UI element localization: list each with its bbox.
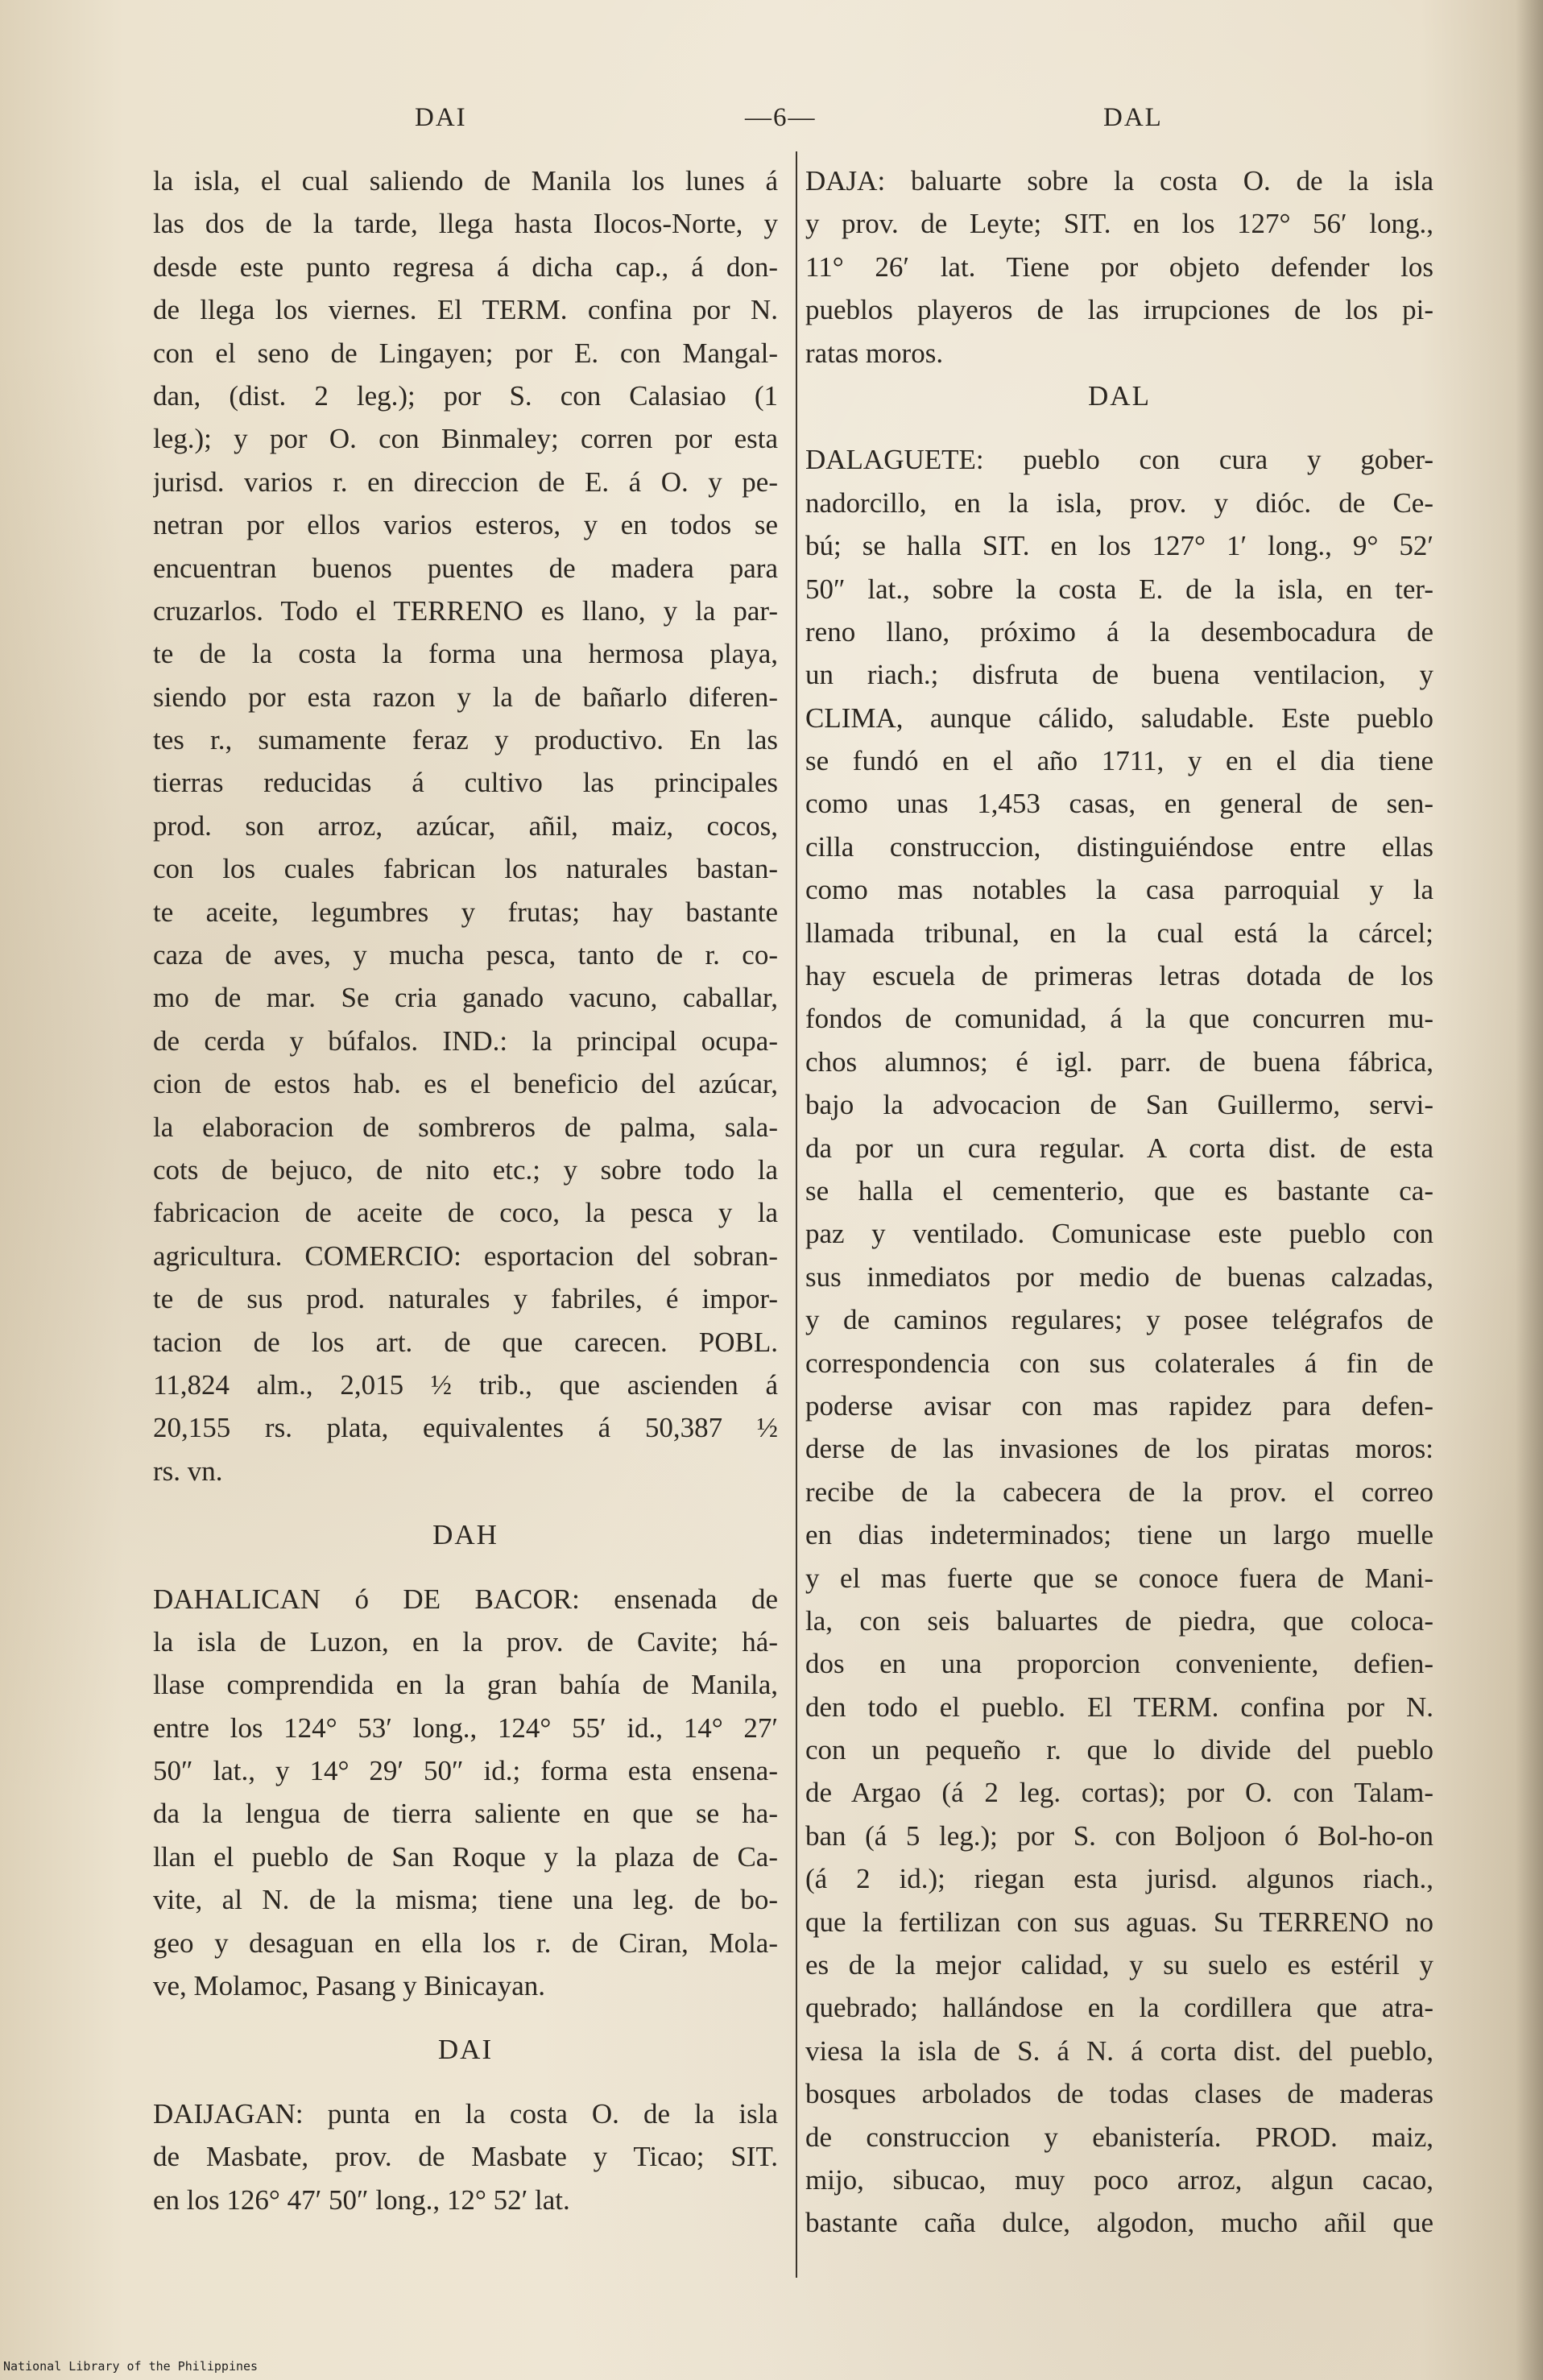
- text-line: siendo por esta razon y la de bañarlo diferen-: [153, 681, 778, 713]
- text-line: es de la mejor calidad, y su suelo es estéril y: [805, 1949, 1433, 1981]
- text-line: fabricacion de aceite de coco, la pesca y la: [153, 1197, 778, 1229]
- section-heading: DAH: [432, 1519, 498, 1551]
- text-line: CLIMA, aunque cálido, saludable. Este pueblo: [805, 702, 1433, 734]
- text-line: en dias indeterminados; tiene un largo muelle: [805, 1519, 1433, 1551]
- spacer: [153, 1492, 778, 1513]
- text-line: ve, Molamoc, Pasang y Binicayan.: [153, 1970, 545, 2002]
- text-line: ratas moros.: [805, 337, 944, 369]
- text-line: te de la costa la forma una hermosa playa,: [153, 638, 778, 670]
- text-line: chos alumnos; é igl. parr. de buena fábrica,: [805, 1045, 1433, 1078]
- page-spine-shadow: [1516, 0, 1543, 2380]
- text-line: ban (á 5 leg.); por S. con Boljoon ó Bol-ho-on: [805, 1819, 1433, 1852]
- text-line: como mas notables la casa parroquial y la: [805, 874, 1433, 906]
- text-line: dan, (dist. 2 leg.); por S. con Calasiao (1: [153, 379, 778, 412]
- text-line: y prov. de Leyte; SIT. en los 127° 56′ long.,: [805, 208, 1433, 240]
- text-line: poderse avisar con mas rapidez para defen-: [805, 1389, 1433, 1422]
- text-line: cruzarlos. Todo el TERRENO es llano, y la par-: [153, 594, 778, 627]
- text-line: de Masbate, prov. de Masbate y Ticao; SIT.: [153, 2141, 778, 2173]
- text-line: agricultura. COMERCIO: esportacion del sobran-: [153, 1240, 778, 1272]
- text-line: llan el pueblo de San Roque y la plaza de Ca-: [153, 1840, 778, 1873]
- text-line: prod. son arroz, azúcar, añil, maiz, cocos,: [153, 809, 778, 842]
- right-column: [805, 159, 1433, 2245]
- text-line: bú; se halla SIT. en los 127° 1′ long., 9° 52′: [805, 530, 1433, 562]
- section-heading: DAL: [1088, 379, 1151, 412]
- spacer: [153, 2007, 778, 2028]
- text-line: llamada tribunal, en la cual está la cárcel;: [805, 917, 1433, 949]
- text-line: tes r., sumamente feraz y productivo. En las: [153, 724, 778, 756]
- text-line: de cerda y búfalos. IND.: la principal ocupa-: [153, 1024, 778, 1057]
- text-line: hay escuela de primeras letras dotada de los: [805, 960, 1433, 992]
- text-line: recibe de la cabecera de la prov. el correo: [805, 1476, 1433, 1508]
- text-line: rs. vn.: [153, 1455, 223, 1487]
- text-line: bajo la advocacion de San Guillermo, servi-: [805, 1089, 1433, 1121]
- text-line: de Argao (á 2 leg. cortas); por O. con Talam-: [805, 1777, 1433, 1809]
- text-line: se fundó en el año 1711, y en el dia tiene: [805, 745, 1433, 777]
- text-line: mijo, sibucao, muy poco arroz, algun cacao,: [805, 2163, 1433, 2196]
- spacer: [153, 2072, 778, 2092]
- text-line: pueblos playeros de las irrupciones de los pi-: [805, 294, 1433, 326]
- text-line: bosques arbolados de todas clases de maderas: [805, 2078, 1433, 2110]
- text-line: en los 126° 47′ 50″ long., 12° 52′ lat.: [153, 2183, 570, 2216]
- text-line: un riach.; disfruta de buena ventilacion, y: [805, 659, 1433, 691]
- text-line: caza de aves, y mucha pesca, tanto de r. co-: [153, 939, 778, 971]
- library-credit: National Library of the Philippines: [3, 2359, 259, 2374]
- text-line: cilla construccion, distinguiéndose entre ellas: [805, 830, 1433, 863]
- text-line: reno llano, próximo á la desembocadura de: [805, 615, 1433, 648]
- text-line: (á 2 id.); riegan esta jurisd. algunos riach.,: [805, 1863, 1433, 1895]
- text-line: entre los 124° 53′ long., 124° 55′ id., 14° 27′: [153, 1712, 778, 1744]
- text-line: tierras reducidas á cultivo las principales: [153, 767, 778, 799]
- text-line: sus inmediatos por medio de buenas calzadas,: [805, 1260, 1433, 1293]
- section-heading: DAI: [437, 2034, 494, 2066]
- header-right: DAL: [1103, 103, 1163, 132]
- text-line: netran por ellos varios esteros, y en todos se: [153, 509, 778, 541]
- running-header: [145, 103, 1450, 151]
- text-line: desde este punto regresa á dicha cap., á don-: [153, 250, 778, 283]
- text-line: se halla el cementerio, que es bastante ca-: [805, 1174, 1433, 1207]
- text-line: que la fertilizan con sus aguas. Su TERRENO no: [805, 1906, 1433, 1938]
- text-line: la isla, el cual saliendo de Manila los lunes á: [153, 165, 778, 197]
- text-line: tacion de los art. de que carecen. POBL.: [153, 1326, 778, 1358]
- text-line: la elaboracion de sombreros de palma, sala-: [153, 1111, 778, 1143]
- text-line: llase comprendida en la gran bahía de Manila,: [153, 1669, 778, 1701]
- text-line: de llega los viernes. El TERM. confina por N.: [153, 294, 778, 326]
- text-line: fondos de comunidad, á la que concurren mu-: [805, 1003, 1433, 1035]
- text-line: nadorcillo, en la isla, prov. y dióc. de Ce-: [805, 486, 1433, 519]
- text-line: encuentran buenos puentes de madera para: [153, 552, 778, 584]
- text-line: y el mas fuerte que se conoce fuera de Mani-: [805, 1562, 1433, 1594]
- text-line: con el seno de Lingayen; por E. con Mangal-: [153, 337, 778, 369]
- text-line: mo de mar. Se cria ganado vacuno, caballar,: [153, 982, 778, 1014]
- text-line: geo y desaguan en ella los r. de Ciran, Mola-: [153, 1927, 778, 1959]
- text-line: 11,824 alm., 2,015 ½ trib., que ascienden á: [153, 1368, 778, 1401]
- text-line: te aceite, legumbres y frutas; hay bastante: [153, 896, 778, 928]
- text-line: con un pequeño r. que lo divide del pueblo: [805, 1734, 1433, 1766]
- text-line: de construccion y ebanistería. PROD. maiz,: [805, 2121, 1433, 2153]
- text-line: DALAGUETE: pueblo con cura y gober-: [805, 444, 1433, 476]
- text-line: viesa la isla de S. á N. á corta dist. del pueblo,: [805, 2034, 1433, 2067]
- text-line: vite, al N. de la misma; tiene una leg. de bo-: [153, 1884, 778, 1916]
- text-line: con los cuales fabrican los naturales bastan-: [153, 853, 778, 885]
- text-line: como unas 1,453 casas, en general de sen-: [805, 788, 1433, 820]
- text-line: DAIJAGAN: punta en la costa O. de la isla: [153, 2097, 778, 2130]
- spacer: [805, 417, 1433, 438]
- text-line: 20,155 rs. plata, equivalentes á 50,387 ½: [153, 1412, 778, 1444]
- page-number: —6—: [745, 103, 817, 132]
- text-line: la isla de Luzon, en la prov. de Cavite; há-: [153, 1625, 778, 1658]
- text-line: la, con seis baluartes de piedra, que coloca-: [805, 1604, 1433, 1637]
- column-divider: [796, 151, 797, 2278]
- spacer: [153, 1557, 778, 1578]
- text-line: jurisd. varios r. en direccion de E. á O. y pe-: [153, 466, 778, 498]
- left-column: [153, 159, 778, 2221]
- text-line: cots de bejuco, de nito etc.; y sobre todo la: [153, 1153, 778, 1186]
- text-line: den todo el pueblo. El TERM. confina por N.: [805, 1691, 1433, 1723]
- header-left: DAI: [415, 103, 467, 132]
- text-line: y de caminos regulares; y posee telégrafos de: [805, 1304, 1433, 1336]
- text-line: derse de las invasiones de los piratas moros:: [805, 1433, 1433, 1465]
- text-line: 11° 26′ lat. Tiene por objeto defender los: [805, 250, 1433, 283]
- text-line: leg.); y por O. con Binmaley; corren por esta: [153, 423, 778, 455]
- text-line: 50″ lat., sobre la costa E. de la isla, en ter-: [805, 573, 1433, 605]
- text-line: cion de estos hab. es el beneficio del azúcar,: [153, 1068, 778, 1100]
- text-line: da la lengua de tierra saliente en que se ha-: [153, 1798, 778, 1830]
- text-line: quebrado; hallándose en la cordillera que atra-: [805, 1992, 1433, 2024]
- text-line: correspondencia con sus colaterales á fin de: [805, 1347, 1433, 1379]
- text-line: DAHALICAN ó DE BACOR: ensenada de: [153, 1583, 778, 1615]
- text-line: 50″ lat., y 14° 29′ 50″ id.; forma esta ensena-: [153, 1755, 778, 1787]
- text-line: da por un cura regular. A corta dist. de esta: [805, 1132, 1433, 1164]
- text-line: paz y ventilado. Comunicase este pueblo con: [805, 1218, 1433, 1250]
- text-line: dos en una proporcion conveniente, defien-: [805, 1648, 1433, 1680]
- text-line: te de sus prod. naturales y fabriles, é impor-: [153, 1283, 778, 1315]
- text-line: las dos de la tarde, llega hasta Ilocos-Norte, y: [153, 208, 778, 240]
- text-line: DAJA: baluarte sobre la costa O. de la isla: [805, 165, 1433, 197]
- text-line: bastante caña dulce, algodon, mucho añil que: [805, 2207, 1433, 2239]
